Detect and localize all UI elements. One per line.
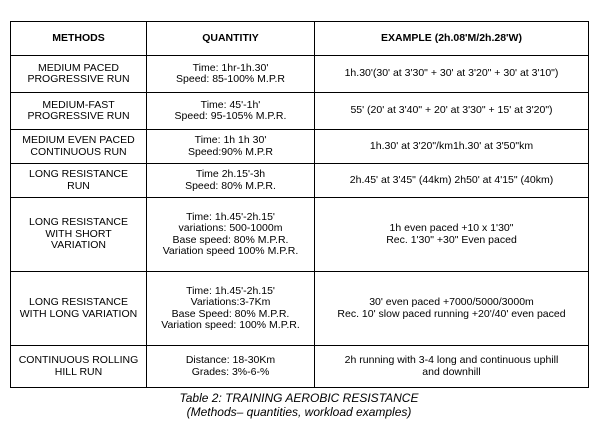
example-cell-line: 2h.45' at 3'45" (44km) 2h50' at 4'15" (40km) [349, 173, 554, 186]
method-cell [11, 164, 147, 198]
example-cell [315, 272, 589, 346]
example-cell [315, 198, 589, 272]
example-cell [315, 56, 589, 93]
header-quantity: QUANTITIY [147, 22, 315, 56]
example-cell-line: 1h.30'(30' at 3'30" + 30' at 3'20" + 30' at 3'10") [344, 67, 559, 80]
caption-title: Table 2: TRAINING AEROBIC RESISTANCE [179, 391, 419, 405]
example-cell-line: and downhill [422, 365, 481, 378]
quantity-cell-line: Speed:90% M.P.R [187, 145, 274, 158]
quantity-cell-line: Time: 45'-1h' [200, 98, 261, 111]
example-cell-line: 2h running with 3-4 long and continuous uphill [344, 354, 559, 366]
method-cell-line: LONG RESISTANCE [29, 216, 128, 229]
example-cell-line: 30' even paced +7000/5000/3000m [369, 296, 534, 308]
quantity-cell [147, 164, 315, 198]
quantity-cell-line: Variation speed: 100% M.P.R. [161, 319, 300, 331]
quantity-cell [147, 346, 315, 388]
quantity-cell [147, 93, 315, 130]
method-cell-line: HILL RUN [54, 365, 103, 378]
method-cell-line: CONTINUOUS ROLLING [18, 354, 139, 366]
quantity-cell-line: Time: 1h 1h 30' [194, 134, 267, 146]
table-row [11, 346, 589, 388]
method-cell-line: MEDIUM PACED [38, 61, 119, 74]
method-cell-line: PROGRESSIVE RUN [27, 110, 130, 122]
header-row [11, 22, 589, 56]
quantity-cell-line: Time: 1h.45'-2h.15' [186, 284, 275, 297]
example-cell-line: 1h even paced +10 x 1'30" [389, 222, 514, 234]
table-caption [0, 392, 598, 419]
method-cell [11, 346, 147, 388]
example-cell [315, 164, 589, 198]
table-row [11, 198, 589, 272]
method-cell-line: LONG RESISTANCE [29, 168, 128, 180]
quantity-cell-line: Base Speed: 80% M.P.R. [171, 307, 290, 320]
method-cell [11, 130, 147, 164]
quantity-cell-line: Variations:3-7Km [190, 296, 271, 308]
quantity-cell-line: Time: 1h.45'-2h.15' [186, 210, 275, 223]
quantity-cell [147, 198, 315, 272]
table-row [11, 93, 589, 130]
quantity-cell-line: Speed: 85-100% M.P.R [176, 73, 285, 85]
example-cell-line: Rec. 10' slow paced running +20'/40' even paced [337, 307, 566, 320]
method-cell [11, 93, 147, 130]
quantity-cell-line: Speed: 95-105% M.P.R. [174, 110, 287, 122]
method-cell-line: WITH SHORT [45, 227, 112, 240]
table-row [11, 56, 589, 93]
quantity-cell-line: Time 2h.15'-3h [195, 168, 266, 180]
quantity-cell-line: Distance: 18-30Km [185, 354, 276, 366]
quantity-cell [147, 272, 315, 346]
quantity-cell-line: Variation speed 100% M.P.R. [162, 245, 299, 257]
quantity-cell [147, 56, 315, 93]
method-cell [11, 56, 147, 93]
table-row [11, 272, 589, 346]
method-cell-line: PROGRESSIVE RUN [27, 73, 130, 85]
example-cell [315, 130, 589, 164]
training-table [10, 21, 589, 388]
method-cell-line: LONG RESISTANCE [29, 296, 128, 308]
method-cell-line: MEDIUM EVEN PACED [22, 134, 135, 146]
quantity-cell [147, 130, 315, 164]
method-cell [11, 198, 147, 272]
table-row [11, 164, 589, 198]
method-cell-line: WITH LONG VARIATION [19, 307, 138, 320]
example-cell-line: Rec. 1'30" +30" Even paced [386, 233, 517, 246]
method-cell [11, 272, 147, 346]
header-example: EXAMPLE (2h.08'M/2h.28'W) [315, 22, 589, 56]
method-cell-line: CONTINUOUS RUN [30, 145, 127, 158]
quantity-cell-line: Time: 1hr-1h.30' [192, 61, 269, 74]
example-cell [315, 93, 589, 130]
quantity-cell-line: Base speed: 80% M.P.R. [172, 233, 289, 246]
quantity-cell-line: Grades: 3%-6-% [191, 365, 270, 378]
header-methods: METHODS [11, 22, 147, 56]
example-cell-line: 55' (20' at 3'40" + 20' at 3'30" + 15' at 3'20") [350, 104, 553, 117]
quantity-cell-line: Speed: 80% M.P.R. [185, 179, 276, 192]
method-cell-line: MEDIUM-FAST [42, 98, 115, 111]
quantity-cell-line: variations: 500-1000m [178, 222, 283, 234]
example-cell [315, 346, 589, 388]
caption-subtitle: (Methods– quantities, workload examples) [186, 404, 412, 419]
method-cell-line: VARIATION [50, 239, 107, 252]
example-cell-line: 1h.30' at 3'20"/km1h.30' at 3'50"km [369, 139, 534, 152]
table-row [11, 130, 589, 164]
method-cell-line: RUN [67, 179, 90, 192]
